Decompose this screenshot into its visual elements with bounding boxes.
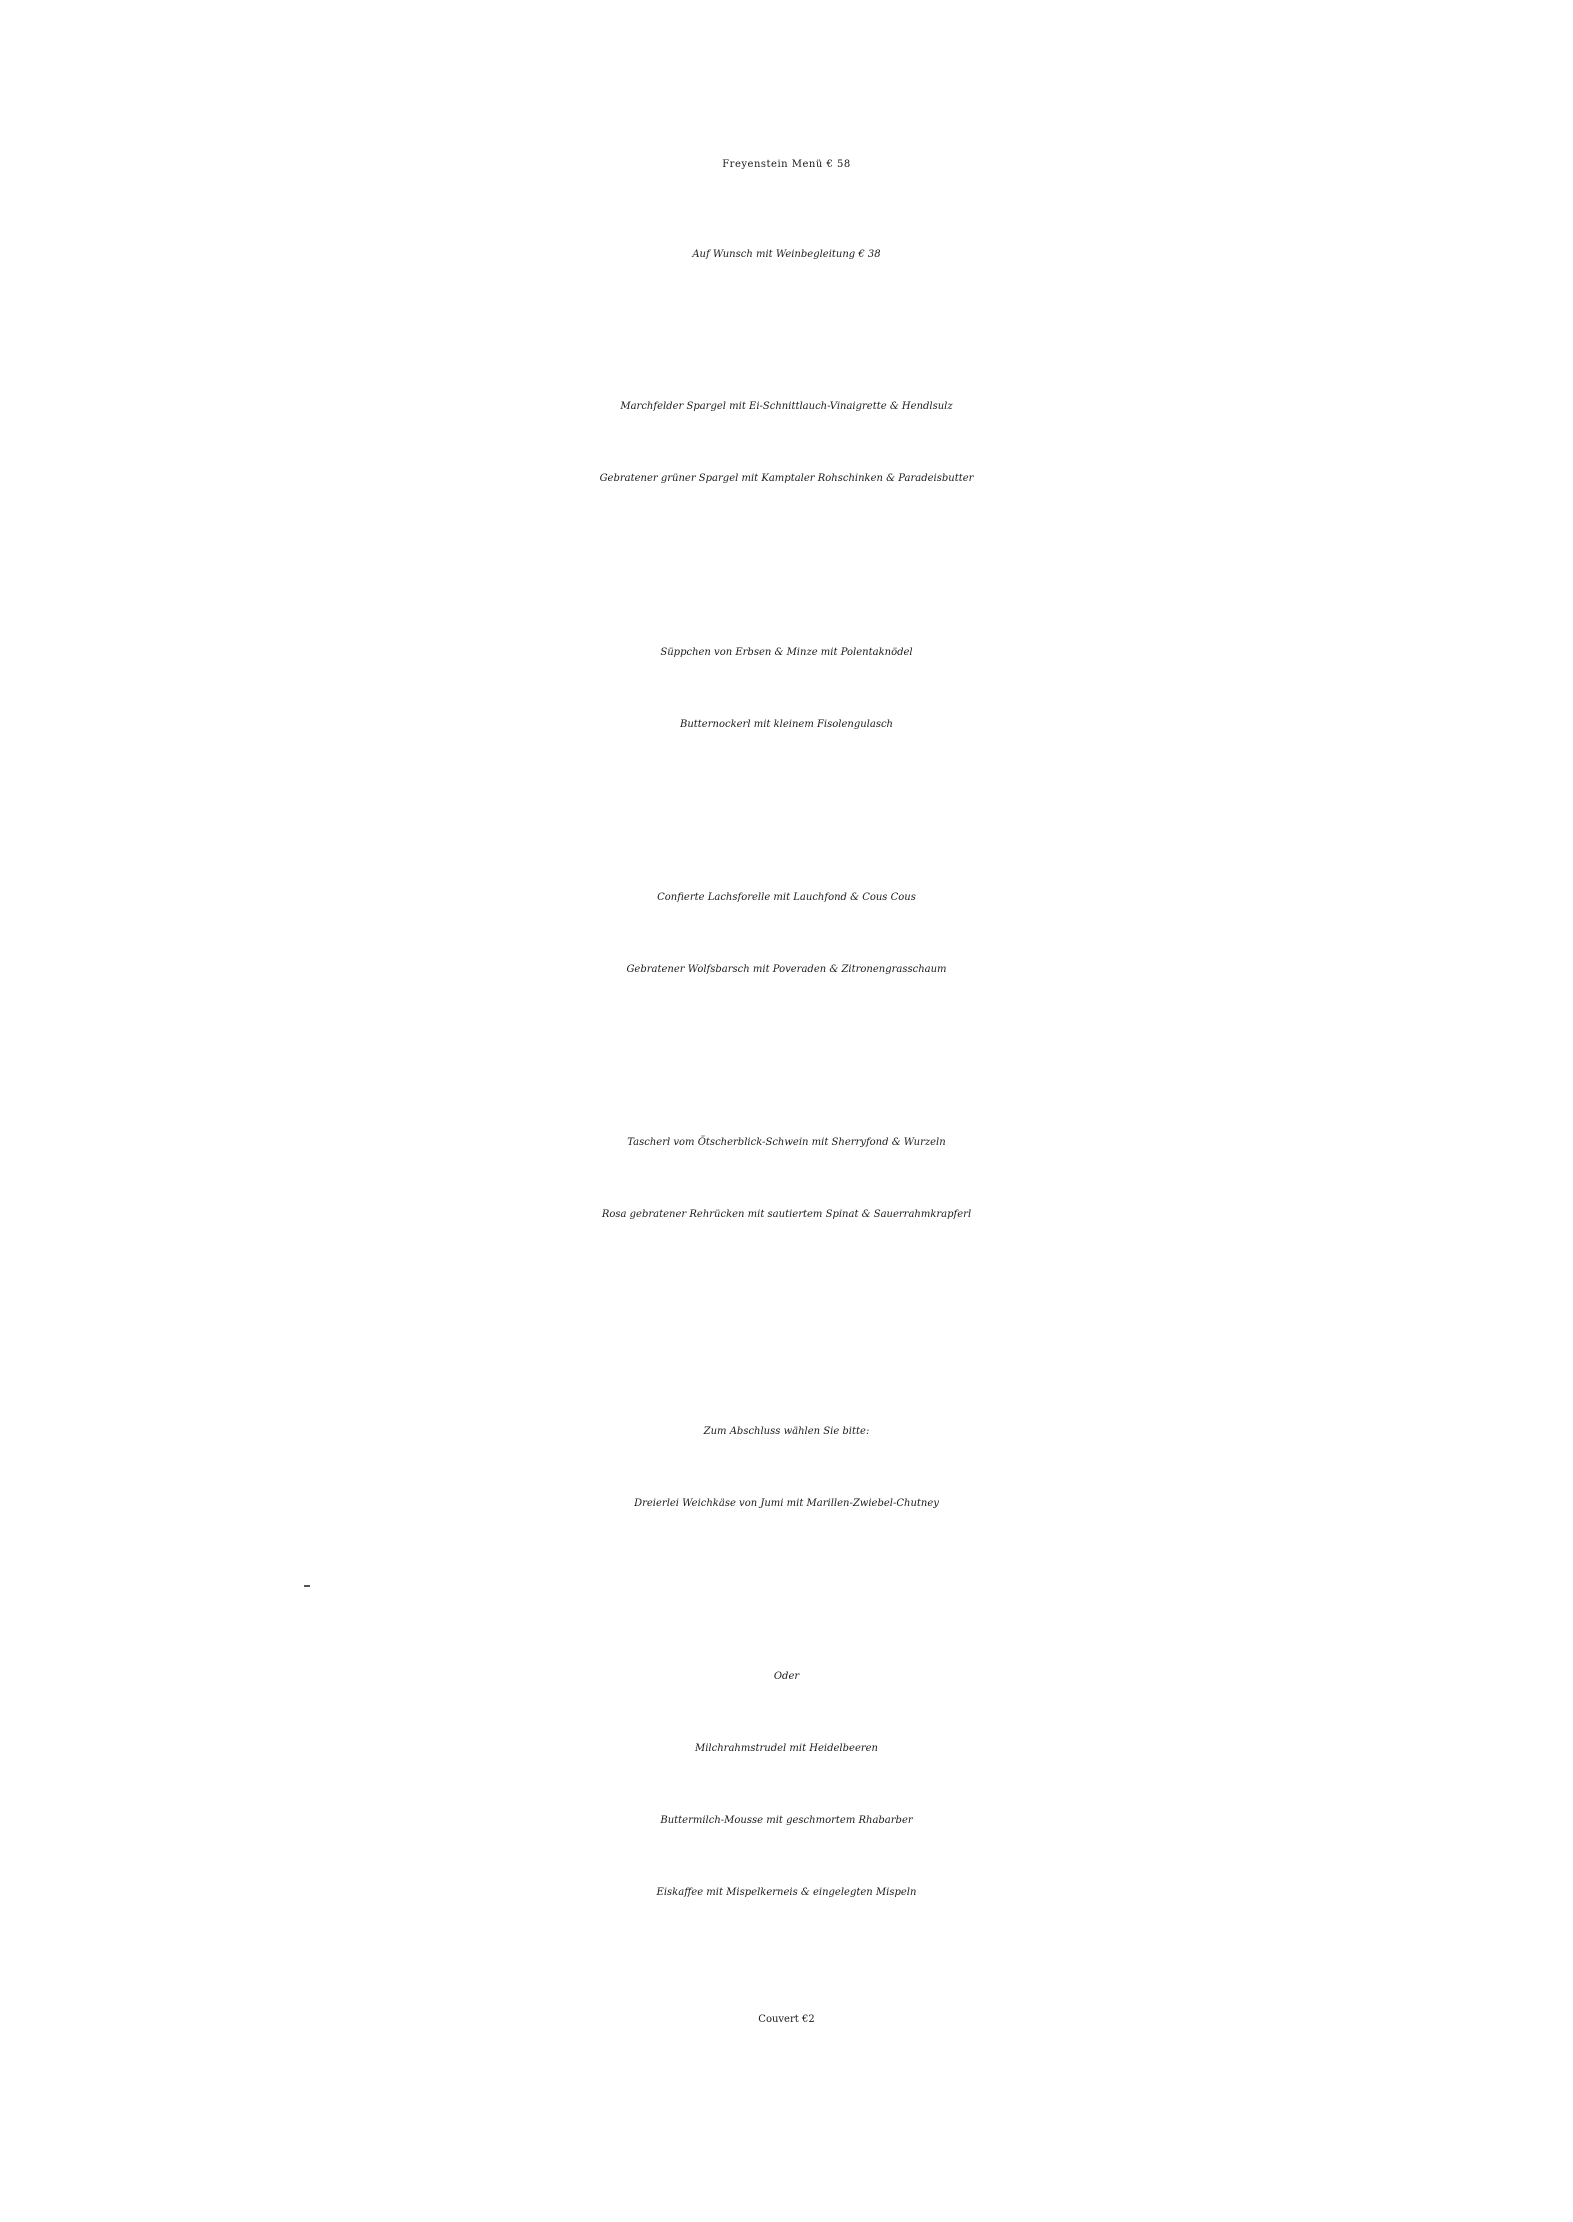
course-1-option-2: Gebratener grüner Spargel mit Kamptaler Rohschinken & Paradeisbutter xyxy=(599,473,974,484)
dessert-intro: Zum Abschluss wählen Sie bitte: xyxy=(703,1426,870,1437)
course-4-option-1: Tascherl vom Ötscherblick-Schwein mit Sherryfond & Wurzeln xyxy=(627,1137,946,1148)
dessert-or-label: Oder xyxy=(773,1671,800,1682)
course-3-option-1: Confierte Lachsforelle mit Lauchfond & Cous Cous xyxy=(657,892,916,903)
dessert-option-1: Milchrahmstrudel mit Heidelbeeren xyxy=(694,1743,879,1754)
couvert-charge: Couvert €2 xyxy=(758,2014,815,2025)
scan-speck xyxy=(304,1585,310,1587)
menu-title: Freyenstein Menü € 58 xyxy=(722,159,851,170)
course-3-option-2: Gebratener Wolfsbarsch mit Poveraden & Zitronengrasschaum xyxy=(626,964,947,975)
course-1-option-1: Marchfelder Spargel mit Ei-Schnittlauch-Vinaigrette & Hendlsulz xyxy=(620,401,953,412)
course-4-option-2: Rosa gebratener Rehrücken mit sautiertem Spinat & Sauerrahmkrapferl xyxy=(601,1209,972,1220)
course-2-option-1: Süppchen von Erbsen & Minze mit Polentaknödel xyxy=(660,647,913,658)
dessert-option-3: Eiskaffee mit Mispelkerneis & eingelegten Mispeln xyxy=(656,1887,917,1898)
wine-pairing-note: Auf Wunsch mit Weinbegleitung € 38 xyxy=(692,249,881,260)
dessert-cheese: Dreierlei Weichkäse von Jumi mit Marillen-Zwiebel-Chutney xyxy=(634,1498,939,1509)
course-2-option-2: Butternockerl mit kleinem Fisolengulasch xyxy=(679,719,893,730)
dessert-option-2: Buttermilch-Mousse mit geschmortem Rhabarber xyxy=(660,1815,913,1826)
